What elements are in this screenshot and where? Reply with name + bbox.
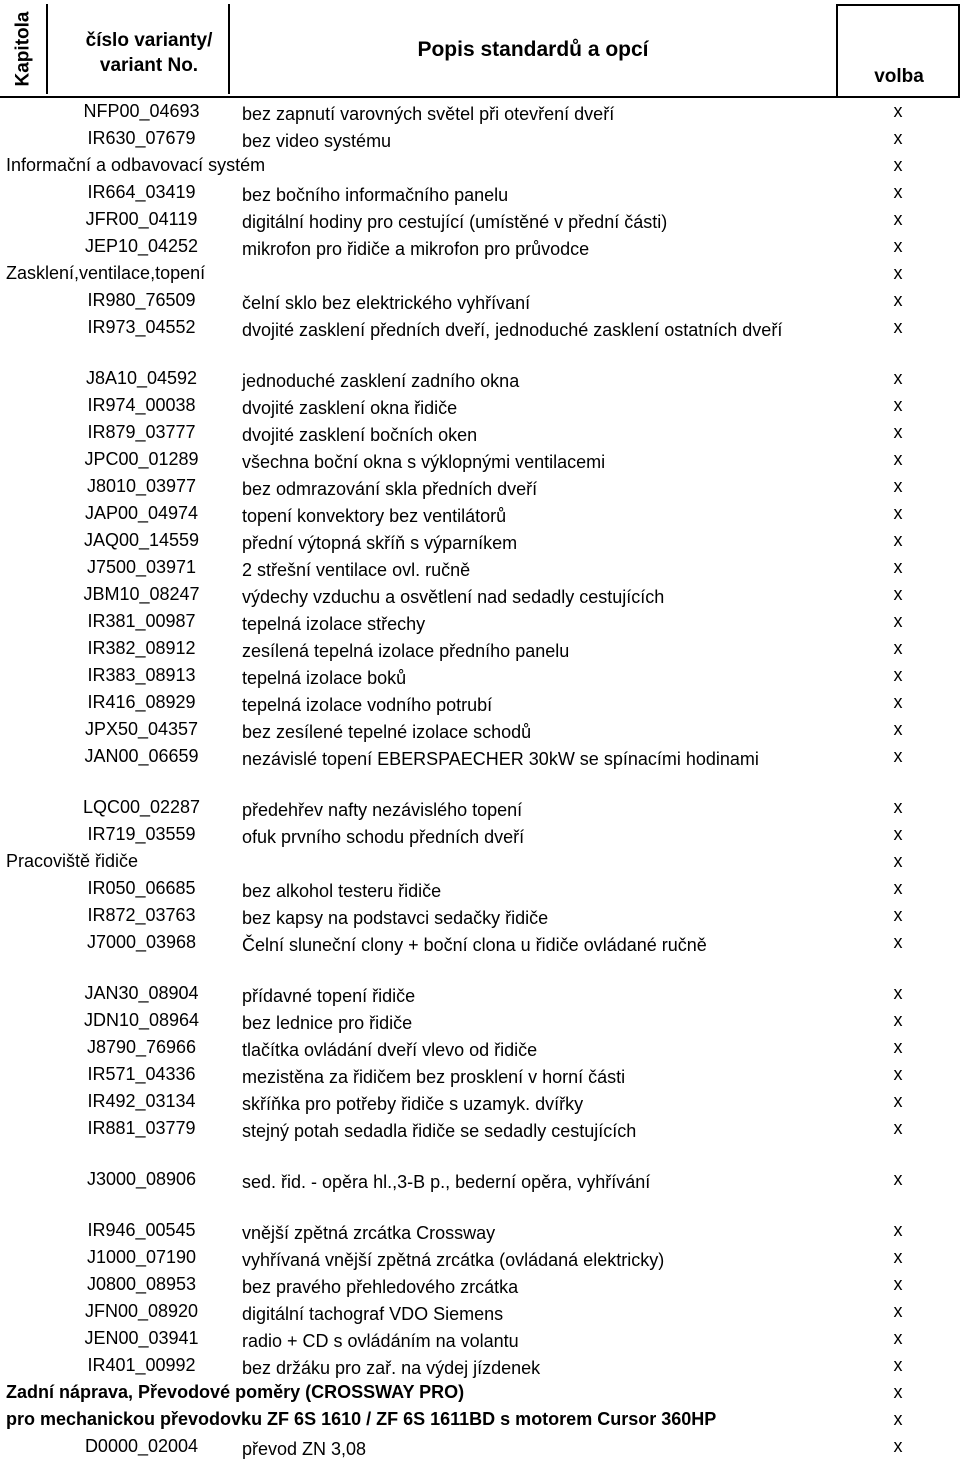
variant-description: bez zapnutí varovných světel při otevření dveří <box>242 104 615 124</box>
option-mark: x <box>893 1355 903 1375</box>
option-mark: x <box>893 530 903 550</box>
header-divider <box>228 4 230 94</box>
variant-description: mezistěna za řidičem bez prosklení v horní části <box>242 1067 626 1087</box>
variant-code: IR416_08929 <box>87 692 196 712</box>
variant-description: tepelná izolace vodního potrubí <box>242 695 493 715</box>
header-description: Popis standardů a opcí <box>417 38 649 61</box>
variant-code: JDN10_08964 <box>83 1010 200 1030</box>
variant-code: JAN00_06659 <box>84 746 199 766</box>
option-mark: x <box>893 1064 903 1084</box>
option-mark: x <box>893 101 903 121</box>
variant-description: předehřev nafty nezávislého topení <box>242 800 523 820</box>
variant-description: dvojité zasklení okna řidiče <box>242 398 458 418</box>
header-kapitola-text: Kapitola <box>12 11 34 87</box>
variant-code: JAP00_04974 <box>84 503 199 523</box>
option-mark: x <box>893 719 903 739</box>
variant-code: JFN00_08920 <box>84 1301 199 1321</box>
variant-description: stejný potah sedadla řidiče se sedadly cestujících <box>242 1121 637 1141</box>
header-option: volba <box>874 66 924 87</box>
option-mark: x <box>893 824 903 844</box>
option-mark: x <box>893 1247 903 1267</box>
variant-code: JAQ00_14559 <box>83 530 200 550</box>
variant-code: J8010_03977 <box>86 476 197 496</box>
variant-description: digitální hodiny pro cestující (umístěné v přední části) <box>242 212 668 232</box>
variant-code: D0000_02004 <box>84 1436 199 1456</box>
variant-code: JPX50_04357 <box>84 719 199 739</box>
section-title: Pracoviště řidiče <box>6 851 139 871</box>
variant-description: bez bočního informačního panelu <box>242 185 509 205</box>
option-mark: x <box>893 290 903 310</box>
header-variant-line2: variant No. <box>99 55 199 76</box>
variant-description: bez video systému <box>242 131 392 151</box>
header-variant-line1: číslo varianty/ <box>85 30 213 51</box>
variant-description: bez kapsy na podstavci sedačky řidiče <box>242 908 549 928</box>
variant-code: JEP10_04252 <box>84 236 199 256</box>
variant-description: mikrofon pro řidiče a mikrofon pro průvodce <box>242 239 590 259</box>
variant-description: převod ZN 3,08 <box>242 1439 367 1459</box>
variant-code: JPC00_01289 <box>84 449 199 469</box>
variant-description: ofuk prvního schodu předních dveří <box>242 827 525 847</box>
option-mark: x <box>893 155 903 175</box>
variant-description: nezávislé topení EBERSPAECHER 30kW se spínacími hodinami <box>242 749 759 769</box>
variant-code: JFR00_04119 <box>85 209 198 229</box>
variant-code: JEN00_03941 <box>84 1328 199 1348</box>
option-mark: x <box>893 1274 903 1294</box>
option-mark: x <box>893 236 903 256</box>
variant-code: JBM10_08247 <box>83 584 200 604</box>
variant-description: jednoduché zasklení zadního okna <box>242 371 520 391</box>
option-mark: x <box>893 932 903 952</box>
variant-code: J7500_03971 <box>86 557 197 577</box>
variant-description: bez alkohol testeru řidiče <box>242 881 442 901</box>
variant-description: topení konvektory bez ventilátorů <box>242 506 507 526</box>
variant-code: J8790_76966 <box>86 1037 197 1057</box>
variant-code: J8A10_04592 <box>85 368 198 388</box>
variant-description: vyhřívaná vnější zpětná zrcátka (ovládaná elektricky) <box>242 1250 665 1270</box>
variant-description: přední výtopná skříň s výparníkem <box>242 533 518 553</box>
variant-code: IR879_03777 <box>87 422 196 442</box>
section-title: Zadní náprava, Převodové poměry (CROSSWAY PRO) <box>6 1382 465 1402</box>
variant-code: LQC00_02287 <box>82 797 201 817</box>
variant-code: IR872_03763 <box>87 905 196 925</box>
option-mark: x <box>893 503 903 523</box>
option-mark: x <box>893 1220 903 1240</box>
option-mark: x <box>893 1436 903 1456</box>
variant-code: IR050_06685 <box>87 878 196 898</box>
variant-code: JAN30_08904 <box>84 983 199 1003</box>
variant-description: bez držáku pro zař. na výdej jízdenek <box>242 1358 541 1378</box>
option-mark: x <box>893 182 903 202</box>
option-mark: x <box>893 611 903 631</box>
variant-description: skříňka pro potřeby řidiče s uzamyk. dvířky <box>242 1094 584 1114</box>
header-divider <box>838 4 960 6</box>
section-title: Zasklení,ventilace,topení <box>6 263 206 283</box>
variant-description: zesílená tepelná izolace předního panelu <box>242 641 570 661</box>
table-header <box>0 0 960 98</box>
variant-description: Čelní sluneční clony + boční clona u řidiče ovládané ručně <box>242 935 707 955</box>
variant-description: výdechy vzduchu a osvětlení nad sedadly cestujících <box>242 587 665 607</box>
header-divider <box>46 4 48 94</box>
variant-description: tepelná izolace střechy <box>242 614 426 634</box>
variant-description: tepelná izolace boků <box>242 668 407 688</box>
variant-description: 2 střešní ventilace ovl. ručně <box>242 560 471 580</box>
variant-code: J1000_07190 <box>86 1247 197 1267</box>
variant-code: IR881_03779 <box>87 1118 196 1138</box>
option-mark: x <box>893 1301 903 1321</box>
variant-code: IR383_08913 <box>87 665 196 685</box>
option-mark: x <box>893 905 903 925</box>
section-title: pro mechanickou převodovku ZF 6S 1610 / ZF 6S 1611BD s motorem Cursor 360HP <box>6 1409 717 1429</box>
header-divider <box>0 96 960 98</box>
variant-description: dvojité zasklení předních dveří, jednoduché zasklení ostatních dveří <box>242 320 783 340</box>
variant-description: radio + CD s ovládáním na volantu <box>242 1331 519 1351</box>
variant-code: IR664_03419 <box>87 182 196 202</box>
option-mark: x <box>893 1037 903 1057</box>
variant-code: IR980_76509 <box>87 290 196 310</box>
option-mark: x <box>893 1382 903 1402</box>
option-mark: x <box>893 557 903 577</box>
header-divider <box>836 4 838 98</box>
variant-description: bez lednice pro řidiče <box>242 1013 413 1033</box>
option-mark: x <box>893 422 903 442</box>
variant-code: IR973_04552 <box>87 317 196 337</box>
variant-code: IR630_07679 <box>87 128 196 148</box>
option-mark: x <box>893 368 903 388</box>
section-title: Informační a odbavovací systém <box>6 155 266 175</box>
header-kapitola <box>0 4 46 94</box>
option-mark: x <box>893 1091 903 1111</box>
option-mark: x <box>893 128 903 148</box>
option-mark: x <box>893 1328 903 1348</box>
variant-description: tlačítka ovládání dveří vlevo od řidiče <box>242 1040 538 1060</box>
variant-code: IR401_00992 <box>87 1355 196 1375</box>
option-mark: x <box>893 584 903 604</box>
option-mark: x <box>893 263 903 283</box>
option-mark: x <box>893 1010 903 1030</box>
variant-code: J7000_03968 <box>86 932 197 952</box>
option-mark: x <box>893 878 903 898</box>
option-mark: x <box>893 1118 903 1138</box>
variant-description: dvojité zasklení bočních oken <box>242 425 478 445</box>
variant-code: J3000_08906 <box>86 1169 197 1189</box>
option-mark: x <box>893 983 903 1003</box>
option-mark: x <box>893 395 903 415</box>
option-mark: x <box>893 1169 903 1189</box>
variant-code: IR719_03559 <box>87 824 196 844</box>
variant-code: NFP00_04693 <box>83 101 200 121</box>
option-mark: x <box>893 209 903 229</box>
variant-code: IR571_04336 <box>87 1064 196 1084</box>
option-mark: x <box>893 746 903 766</box>
variant-description: čelní sklo bez elektrického vyhřívaní <box>242 293 531 313</box>
option-mark: x <box>893 317 903 337</box>
variant-description: bez pravého přehledového zrcátka <box>242 1277 519 1297</box>
option-mark: x <box>893 1409 903 1429</box>
variant-description: přídavné topení řidiče <box>242 986 416 1006</box>
option-mark: x <box>893 476 903 496</box>
option-mark: x <box>893 449 903 469</box>
variant-code: J0800_08953 <box>86 1274 197 1294</box>
variant-description: bez zesílené tepelné izolace schodů <box>242 722 532 742</box>
option-mark: x <box>893 851 903 871</box>
variant-description: všechna boční okna s výklopnými ventilacemi <box>242 452 606 472</box>
option-mark: x <box>893 797 903 817</box>
variant-code: IR974_00038 <box>87 395 196 415</box>
option-mark: x <box>893 692 903 712</box>
variant-description: sed. řid. - opěra hl.,3-B p., bederní opěra, vyhřívání <box>242 1172 651 1192</box>
variant-code: IR492_03134 <box>87 1091 196 1111</box>
variant-description: bez odmrazování skla předních dveří <box>242 479 538 499</box>
variant-description: vnější zpětná zrcátka Crossway <box>242 1223 496 1243</box>
header-variant-number <box>64 28 234 78</box>
variant-description: digitální tachograf VDO Siemens <box>242 1304 504 1324</box>
option-mark: x <box>893 665 903 685</box>
option-mark: x <box>893 638 903 658</box>
variant-code: IR382_08912 <box>87 638 196 658</box>
variant-code: IR946_00545 <box>87 1220 196 1240</box>
variant-code: IR381_00987 <box>87 611 196 631</box>
